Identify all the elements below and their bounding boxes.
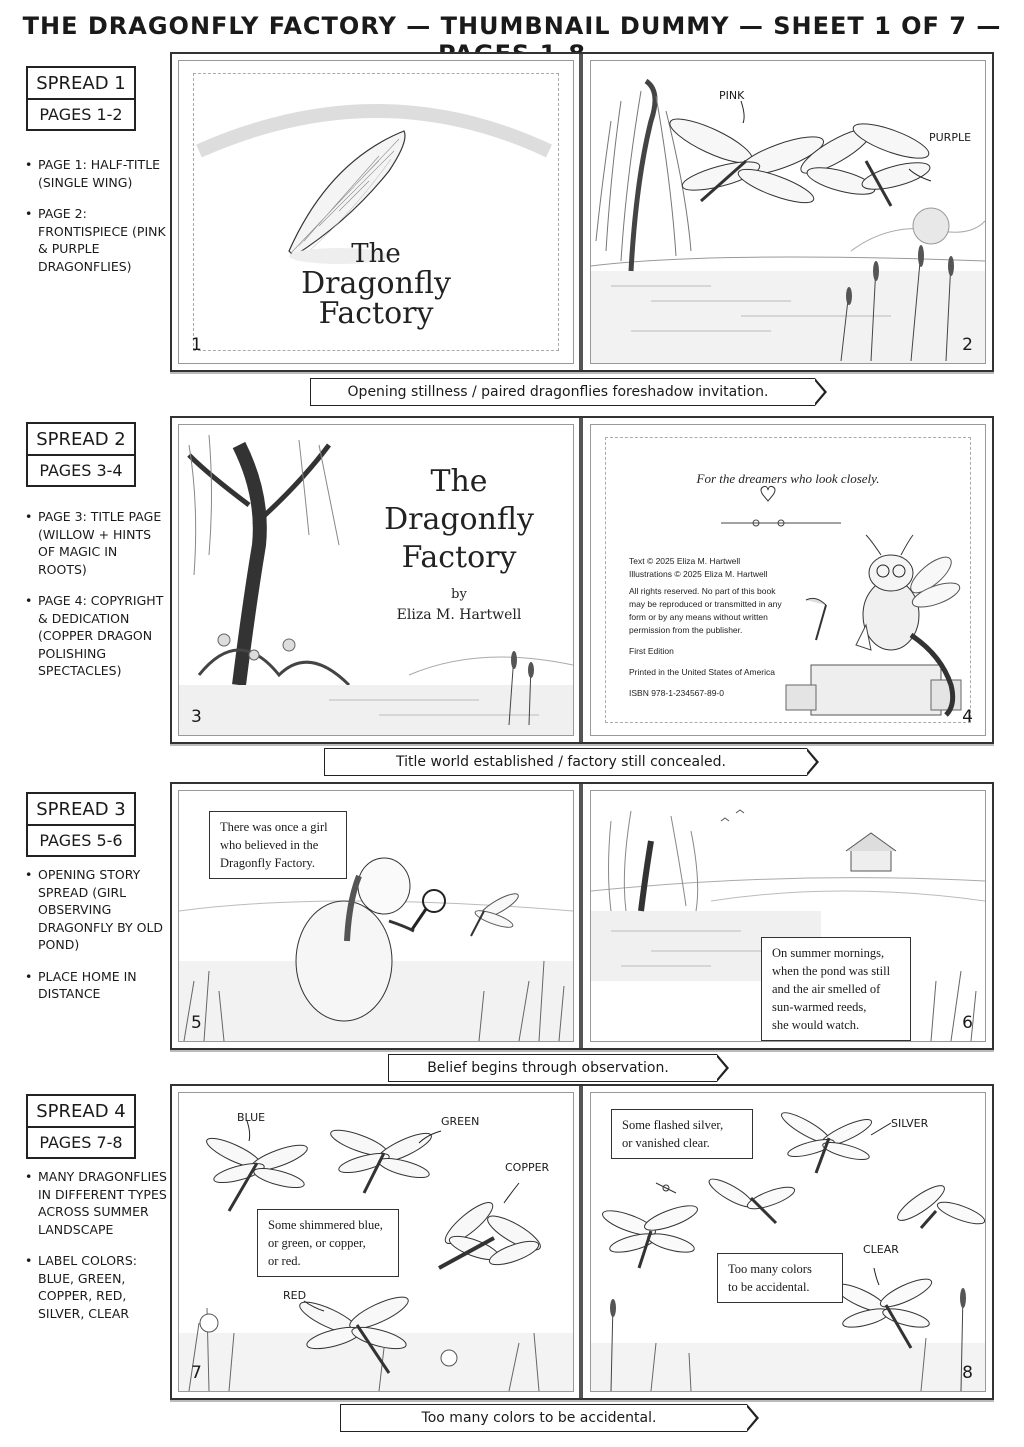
story-line: when the pond was still	[772, 964, 891, 978]
half-title	[179, 239, 573, 329]
title-line: Factory	[401, 540, 517, 575]
story-text-right-bottom	[717, 1253, 843, 1303]
story-line: There was once a girl	[220, 820, 328, 834]
page-number: 4	[962, 707, 973, 727]
story-line: sun-warmed reeds,	[772, 1000, 867, 1014]
spine	[579, 54, 583, 370]
page-7	[178, 1092, 574, 1392]
story-line: and the air smelled of	[772, 982, 881, 996]
half-title-line: Dragonfly	[301, 266, 451, 301]
spread-1-caption: Opening stillness / paired dragonflies foreshadow invitation.	[310, 378, 815, 406]
page-number: 2	[962, 335, 973, 355]
copyright-line: Printed in the United States of America	[629, 667, 775, 677]
page-number: 1	[191, 335, 202, 355]
spread-2-book	[170, 416, 994, 744]
title-line: The	[430, 464, 488, 499]
story-line: to be accidental.	[728, 1280, 810, 1294]
title-by: by	[451, 587, 467, 602]
copyright-line: Illustrations © 2025 Eliza M. Hartwell	[629, 569, 768, 579]
note: • PLACE HOME IN DISTANCE	[24, 968, 169, 1003]
page-number: 8	[962, 1363, 973, 1383]
spread-1-label	[26, 66, 136, 131]
note: • OPENING STORY SPREAD (GIRL OBSERVING DRAGONFLY BY OLD POND)	[24, 866, 169, 954]
spread-pages: PAGES 5-6	[39, 831, 123, 850]
label-blue: BLUE	[237, 1111, 266, 1124]
story-line: she would watch.	[772, 1018, 860, 1032]
page-number: 7	[191, 1363, 202, 1383]
story-line: Too many colors	[728, 1262, 812, 1276]
spread-3-label	[26, 792, 136, 857]
story-line: or red.	[268, 1254, 301, 1268]
spread-label: SPREAD 3	[28, 794, 134, 826]
label-silver: SILVER	[891, 1117, 929, 1130]
spread-2-caption: Title world established / factory still concealed.	[324, 748, 807, 776]
spread-3-caption: Belief begins through observation.	[388, 1054, 717, 1082]
spread-2-notes	[24, 508, 169, 694]
spread-pages: PAGES 3-4	[39, 461, 123, 480]
spine	[579, 784, 583, 1048]
spread-4-caption: Too many colors to be accidental.	[340, 1404, 747, 1432]
note: • LABEL COLORS: BLUE, GREEN, COPPER, RED, SILVER, CLEAR	[24, 1252, 169, 1322]
sheet-title: THE DRAGONFLY FACTORY — THUMBNAIL DUMMY — SHEET 1 OF 7 —	[22, 12, 1002, 40]
page-8	[590, 1092, 986, 1392]
page-6	[590, 790, 986, 1042]
spread-2-label	[26, 422, 136, 487]
label-clear: CLEAR	[863, 1243, 899, 1256]
spread-4-label	[26, 1094, 136, 1159]
spine	[579, 1086, 583, 1398]
dedication: For the dreamers who look closely.	[696, 471, 880, 486]
note: • PAGE 1: HALF-TITLE (SINGLE WING)	[24, 156, 169, 191]
spread-label: SPREAD 2	[28, 424, 134, 456]
spread-pages: PAGES 7-8	[39, 1133, 123, 1152]
label-green: GREEN	[441, 1115, 480, 1128]
label-copper: COPPER	[505, 1161, 550, 1174]
story-line: Dragonfly Factory.	[220, 856, 315, 870]
half-title-line: Factory	[318, 296, 434, 331]
label-pink: PINK	[719, 89, 745, 102]
page-3	[178, 424, 574, 736]
half-title-line: The	[351, 239, 401, 269]
page-number: 3	[191, 707, 202, 727]
page-4	[590, 424, 986, 736]
copyright-block	[629, 555, 804, 700]
page-1	[178, 60, 574, 364]
spread-pages: PAGES 1-2	[39, 105, 123, 124]
title-block	[359, 463, 559, 577]
note: • MANY DRAGONFLIES IN DIFFERENT TYPES ACROSS SUMMER LANDSCAPE	[24, 1168, 169, 1238]
note: • PAGE 3: TITLE PAGE (WILLOW + HINTS OF MAGIC IN ROOTS)	[24, 508, 169, 578]
story-line: On summer mornings,	[772, 946, 885, 960]
copyright-line: Text © 2025 Eliza M. Hartwell	[629, 556, 741, 566]
story-line: who believed in the	[220, 838, 319, 852]
story-line: or green, or copper,	[268, 1236, 366, 1250]
spread-label: SPREAD 4	[28, 1096, 134, 1128]
frontispiece-illustration	[591, 61, 985, 363]
spread-3-book	[170, 782, 994, 1050]
page-2	[590, 60, 986, 364]
title-line: Dragonfly	[384, 502, 534, 537]
story-text-left	[209, 811, 347, 879]
title-author: Eliza M. Hartwell	[396, 607, 522, 623]
spread-4-notes	[24, 1168, 169, 1336]
copyright-line: ISBN 978-1-234567-89-0	[629, 688, 724, 698]
spread-3-notes	[24, 866, 169, 1017]
label-purple: PURPLE	[929, 131, 972, 144]
copyright-line: First Edition	[629, 646, 674, 656]
label-red: RED	[283, 1289, 307, 1302]
copyright-line: may be reproduced or transmitted in any	[629, 599, 782, 609]
story-text-right	[761, 937, 911, 1041]
story-line: or vanished clear.	[622, 1136, 710, 1150]
spread-label: SPREAD 1	[28, 68, 134, 100]
story-line: Some shimmered blue,	[268, 1218, 383, 1232]
page-number: 6	[962, 1013, 973, 1033]
spread-4-book	[170, 1084, 994, 1400]
copyright-line: form or by any means without written	[629, 612, 768, 622]
page-number: 5	[191, 1013, 202, 1033]
copyright-line: permission from the publisher.	[629, 625, 743, 635]
spread-1-book	[170, 52, 994, 372]
spread-1-notes	[24, 156, 169, 289]
note: • PAGE 4: COPYRIGHT & DEDICATION (COPPER DRAGON POLISHING SPECTACLES)	[24, 592, 169, 680]
copyright-line: All rights reserved. No part of this book	[629, 586, 776, 596]
story-text-right-top	[611, 1109, 753, 1159]
spine	[579, 418, 583, 742]
story-text-left	[257, 1209, 399, 1277]
page-5	[178, 790, 574, 1042]
story-line: Some flashed silver,	[622, 1118, 724, 1132]
note: • PAGE 2: FRONTISPIECE (PINK & PURPLE DRAGONFLIES)	[24, 205, 169, 275]
